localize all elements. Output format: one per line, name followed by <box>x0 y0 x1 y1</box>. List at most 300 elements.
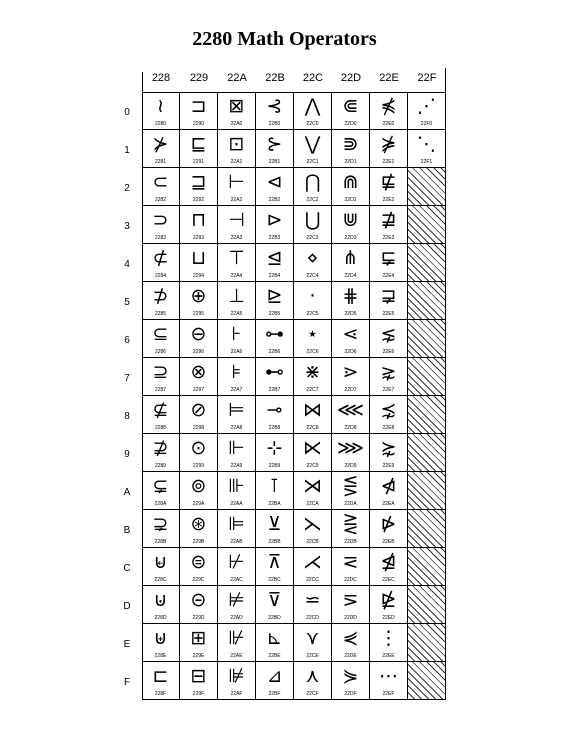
code-point-label: 22C8 <box>306 425 319 431</box>
char-cell <box>180 624 218 662</box>
row-header: 7 <box>124 373 130 384</box>
code-point-label: 22D9 <box>344 463 357 469</box>
char-glyph: ⋂ <box>304 171 321 193</box>
code-point-label: 22B8 <box>268 425 281 431</box>
code-point-label: 228F <box>154 691 167 697</box>
code-point-label: 22D6 <box>344 349 357 355</box>
row-header: 5 <box>124 297 130 308</box>
char-cell <box>256 548 294 586</box>
char-cell <box>294 320 332 358</box>
char-cell <box>294 510 332 548</box>
code-point-label: 22BA <box>268 501 281 507</box>
char-glyph: ⊑ <box>190 133 207 155</box>
char-glyph: ⊙ <box>190 437 207 459</box>
char-cell <box>218 130 256 168</box>
char-cell <box>370 586 408 624</box>
char-glyph: ≀ <box>156 95 165 117</box>
code-point-label: 22D0 <box>344 121 357 127</box>
code-point-label: 22EC <box>382 577 395 583</box>
char-cell <box>180 168 218 206</box>
char-glyph: ⊋ <box>152 513 169 535</box>
page-title: 2280 Math Operators <box>192 28 377 50</box>
code-point-label: 2280 <box>154 121 167 127</box>
char-glyph: ⊲ <box>266 171 283 193</box>
char-cell <box>218 396 256 434</box>
char-glyph: ⊽ <box>267 589 282 611</box>
char-cell <box>180 548 218 586</box>
char-glyph: ⋠ <box>380 95 397 117</box>
char-glyph: ⋟ <box>342 665 359 687</box>
char-cell <box>142 472 180 510</box>
char-glyph: ⊅ <box>152 285 169 307</box>
char-glyph: ⋙ <box>336 437 365 459</box>
code-point-label: 22B5 <box>268 311 281 317</box>
code-point-label: 22F0 <box>420 121 433 127</box>
code-point-label: 22A0 <box>230 121 243 127</box>
char-glyph: ⊏ <box>152 665 169 687</box>
char-glyph: ⋥ <box>380 285 397 307</box>
code-point-label: 2285 <box>154 311 167 317</box>
char-cell <box>332 130 370 168</box>
code-point-label: 22E4 <box>382 273 395 279</box>
char-glyph: ⊦ <box>231 323 242 345</box>
char-glyph: ⋡ <box>380 133 397 155</box>
char-cell <box>256 130 294 168</box>
char-cell <box>294 358 332 396</box>
reserved-cell <box>408 548 446 586</box>
char-glyph: ⋀ <box>304 95 321 117</box>
code-point-label: 22A2 <box>230 197 243 203</box>
reserved-cell <box>408 510 446 548</box>
char-glyph: ⊭ <box>228 589 245 611</box>
row-header: 6 <box>124 335 130 346</box>
char-glyph: ⋧ <box>380 361 397 383</box>
code-point-label: 22E1 <box>382 159 395 165</box>
code-point-label: 2297 <box>192 387 205 393</box>
char-cell <box>142 624 180 662</box>
char-glyph: ⊡ <box>228 133 245 155</box>
char-cell <box>256 206 294 244</box>
code-point-label: 22DB <box>344 539 357 545</box>
reserved-cell <box>408 282 446 320</box>
code-point-label: 22DE <box>344 653 357 659</box>
char-cell <box>218 282 256 320</box>
char-glyph: ⊖ <box>190 323 207 345</box>
char-glyph: ⊧ <box>231 361 242 383</box>
char-cell <box>332 92 370 130</box>
column-header: 22E <box>379 72 399 84</box>
code-point-label: 2281 <box>154 159 167 165</box>
char-glyph: ⊵ <box>266 285 283 307</box>
char-glyph: ⊗ <box>190 361 207 383</box>
char-glyph: ⊿ <box>266 665 283 687</box>
char-glyph: ⋜ <box>342 551 359 573</box>
code-point-label: 228C <box>154 577 167 583</box>
code-point-label: 22CF <box>306 691 319 697</box>
char-glyph: ⊷ <box>265 361 284 383</box>
code-point-label: 22A3 <box>230 235 243 241</box>
char-glyph: ⋋ <box>303 513 322 535</box>
code-point-label: 229F <box>192 691 205 697</box>
code-point-label: 2289 <box>154 463 167 469</box>
char-cell <box>294 434 332 472</box>
char-cell <box>370 92 408 130</box>
char-glyph: ⊉ <box>152 437 169 459</box>
code-point-label: 2288 <box>154 425 167 431</box>
char-glyph: ⋍ <box>304 589 321 611</box>
char-glyph: ⊎ <box>153 627 168 649</box>
char-glyph: ⊴ <box>266 247 283 269</box>
row-header: 4 <box>124 259 130 270</box>
code-point-label: 2293 <box>192 235 205 241</box>
char-glyph: ⊱ <box>266 133 283 155</box>
code-point-label: 229B <box>192 539 205 545</box>
code-point-label: 228E <box>154 653 167 659</box>
code-point-label: 22D2 <box>344 197 357 203</box>
code-point-label: 22B2 <box>268 197 281 203</box>
code-point-label: 22E6 <box>382 349 395 355</box>
char-cell <box>180 434 218 472</box>
char-cell <box>142 662 180 700</box>
char-cell <box>142 206 180 244</box>
code-point-label: 22A7 <box>230 387 243 393</box>
char-cell <box>218 472 256 510</box>
row-header: E <box>123 639 131 650</box>
char-cell <box>332 434 370 472</box>
code-point-label: 2287 <box>154 387 167 393</box>
char-cell <box>142 282 180 320</box>
code-point-label: 228B <box>154 539 167 545</box>
char-cell <box>218 548 256 586</box>
reserved-cell <box>408 244 446 282</box>
reserved-cell <box>408 358 446 396</box>
code-point-label: 2298 <box>192 425 205 431</box>
char-cell <box>370 206 408 244</box>
char-cell <box>256 92 294 130</box>
char-cell <box>370 168 408 206</box>
code-point-label: 22A1 <box>230 159 243 165</box>
code-point-label: 22ED <box>382 615 395 621</box>
char-cell <box>408 130 446 168</box>
char-cell <box>294 206 332 244</box>
char-glyph: ⋮ <box>379 627 398 649</box>
char-cell <box>370 244 408 282</box>
code-point-label: 22B6 <box>268 349 281 355</box>
char-cell <box>408 92 446 130</box>
code-point-label: 2294 <box>192 273 205 279</box>
char-cell <box>294 662 332 700</box>
char-glyph: ⋁ <box>304 133 321 155</box>
char-glyph: ⋖ <box>342 323 359 345</box>
code-point-label: 22A5 <box>230 311 243 317</box>
char-cell <box>370 130 408 168</box>
char-glyph: ⋰ <box>417 95 436 117</box>
char-glyph: ⋯ <box>379 665 398 687</box>
code-point-label: 228D <box>154 615 167 621</box>
char-cell <box>180 586 218 624</box>
char-cell <box>256 434 294 472</box>
char-glyph: ⋣ <box>380 209 397 231</box>
char-cell <box>332 244 370 282</box>
char-glyph: ⋌ <box>303 551 322 573</box>
reserved-cell <box>408 472 446 510</box>
char-glyph: ⊬ <box>228 551 245 573</box>
char-glyph: ⋆ <box>306 323 319 345</box>
char-cell <box>142 396 180 434</box>
code-point-label: 22BC <box>268 577 281 583</box>
code-point-label: 22AA <box>230 501 243 507</box>
code-point-label: 22A6 <box>230 349 243 355</box>
column-header: 22F <box>417 72 437 84</box>
char-cell <box>332 282 370 320</box>
code-point-label: 229D <box>192 615 205 621</box>
char-cell <box>332 396 370 434</box>
char-cell <box>332 168 370 206</box>
char-cell <box>218 662 256 700</box>
char-cell <box>332 662 370 700</box>
char-glyph: ⋘ <box>336 399 365 421</box>
code-point-label: 22E2 <box>382 197 395 203</box>
char-glyph: ⊥ <box>228 285 245 307</box>
code-point-label: 2290 <box>192 121 205 127</box>
code-point-label: 22D4 <box>344 273 357 279</box>
column-header: 22B <box>265 72 285 84</box>
code-point-label: 22DA <box>344 501 357 507</box>
row-header: 3 <box>124 221 130 232</box>
column-header: 22D <box>340 72 362 84</box>
code-point-label: 22F1 <box>420 159 433 165</box>
char-cell <box>180 130 218 168</box>
char-cell <box>218 244 256 282</box>
code-point-label: 22CB <box>306 539 319 545</box>
char-glyph: ⊛ <box>190 513 207 535</box>
code-point-label: 22BB <box>268 539 281 545</box>
row-header: 8 <box>124 411 130 422</box>
char-glyph: ⋐ <box>342 95 359 117</box>
char-cell <box>218 510 256 548</box>
char-glyph: ⊪ <box>228 475 245 497</box>
char-glyph: ⊾ <box>266 627 283 649</box>
char-glyph: ⋩ <box>380 437 397 459</box>
code-point-label: 22C5 <box>306 311 319 317</box>
char-glyph: ⊂ <box>152 171 169 193</box>
char-cell <box>142 434 180 472</box>
code-point-label: 2286 <box>154 349 167 355</box>
code-point-label: 22AD <box>230 615 243 621</box>
char-glyph: ⊯ <box>228 665 245 687</box>
code-point-label: 2295 <box>192 311 205 317</box>
row-header: A <box>123 487 131 498</box>
char-cell <box>370 358 408 396</box>
code-point-label: 229A <box>192 501 205 507</box>
char-cell <box>218 206 256 244</box>
char-cell <box>142 358 180 396</box>
code-point-label: 22EE <box>382 653 395 659</box>
char-glyph: ⋬ <box>380 551 397 573</box>
char-cell <box>218 434 256 472</box>
char-glyph: ⊰ <box>266 95 283 117</box>
reserved-cell <box>408 396 446 434</box>
char-glyph: ⊊ <box>152 475 169 497</box>
column-header: 22A <box>227 72 247 84</box>
char-cell <box>370 320 408 358</box>
char-glyph: ⋦ <box>380 323 397 345</box>
code-point-label: 2291 <box>192 159 205 165</box>
char-glyph: ⋒ <box>342 171 359 193</box>
char-glyph: ⊚ <box>190 475 207 497</box>
char-cell <box>142 586 180 624</box>
code-point-label: 22B0 <box>268 121 281 127</box>
char-cell <box>180 472 218 510</box>
char-cell <box>218 320 256 358</box>
char-glyph: ⋤ <box>380 247 397 269</box>
char-glyph: ⋔ <box>342 247 359 269</box>
char-glyph: ⊼ <box>267 551 282 573</box>
reserved-cell <box>408 320 446 358</box>
code-point-label: 228A <box>154 501 167 507</box>
code-point-label: 22D8 <box>344 425 357 431</box>
code-point-label: 22D3 <box>344 235 357 241</box>
char-glyph: ⊟ <box>190 665 207 687</box>
char-cell <box>256 358 294 396</box>
code-point-label: 2283 <box>154 235 167 241</box>
char-cell <box>294 624 332 662</box>
char-cell <box>218 168 256 206</box>
code-point-label: 22E0 <box>382 121 395 127</box>
char-cell <box>294 282 332 320</box>
char-cell <box>142 168 180 206</box>
char-glyph: ⋗ <box>342 361 359 383</box>
char-glyph: ⊫ <box>228 513 245 535</box>
char-glyph: ⋉ <box>303 437 322 459</box>
char-glyph: ⋈ <box>303 399 322 421</box>
code-point-label: 2282 <box>154 197 167 203</box>
row-header: 9 <box>124 449 130 460</box>
char-glyph: ⋓ <box>342 209 359 231</box>
row-header: D <box>123 601 131 612</box>
row-header: C <box>123 563 131 574</box>
char-glyph: ⋛ <box>342 513 359 535</box>
code-point-label: 22C3 <box>306 235 319 241</box>
code-point-label: 22AB <box>230 539 243 545</box>
code-point-label: 22AF <box>230 691 243 697</box>
char-glyph: ⋑ <box>342 133 359 155</box>
char-cell <box>142 510 180 548</box>
row-header: 1 <box>124 145 130 156</box>
char-cell <box>180 510 218 548</box>
code-point-label: 22BE <box>268 653 281 659</box>
char-glyph: ⊜ <box>190 551 207 573</box>
code-point-label: 22B3 <box>268 235 281 241</box>
code-point-label: 22C0 <box>306 121 319 127</box>
char-glyph: ⋎ <box>305 627 320 649</box>
char-cell <box>218 586 256 624</box>
char-cell <box>256 662 294 700</box>
code-point-label: 22B9 <box>268 463 281 469</box>
code-point-label: 2299 <box>192 463 205 469</box>
char-glyph: ⊳ <box>266 209 283 231</box>
char-cell <box>332 586 370 624</box>
char-cell <box>256 282 294 320</box>
char-glyph: ⋪ <box>380 475 397 497</box>
column-header: 228 <box>151 72 171 84</box>
char-cell <box>370 396 408 434</box>
char-glyph: ⊹ <box>266 437 283 459</box>
code-point-label: 22C7 <box>306 387 319 393</box>
char-glyph: ⋨ <box>380 399 397 421</box>
char-glyph: ⊈ <box>152 399 169 421</box>
code-point-label: 2284 <box>154 273 167 279</box>
code-point-label: 22C2 <box>306 197 319 203</box>
code-point-label: 2292 <box>192 197 205 203</box>
char-glyph: ⊠ <box>228 95 245 117</box>
char-cell <box>294 92 332 130</box>
char-glyph: ⋞ <box>342 627 359 649</box>
column-header: 229 <box>189 72 209 84</box>
char-cell <box>180 92 218 130</box>
char-cell <box>332 358 370 396</box>
code-point-label: 22D1 <box>344 159 357 165</box>
row-header: B <box>123 525 131 536</box>
code-point-label: 22C4 <box>306 273 319 279</box>
code-point-label: 22D7 <box>344 387 357 393</box>
code-point-label: 22BF <box>268 691 281 697</box>
code-point-label: 22A9 <box>230 463 243 469</box>
char-cell <box>332 548 370 586</box>
code-point-label: 22B1 <box>268 159 281 165</box>
char-glyph: ⊣ <box>228 209 245 231</box>
char-glyph: ⋏ <box>305 665 320 687</box>
char-glyph: ⋚ <box>342 475 359 497</box>
char-cell <box>332 320 370 358</box>
char-glyph: ⊤ <box>228 247 245 269</box>
char-glyph: ⊢ <box>228 171 245 193</box>
reserved-cell <box>408 624 446 662</box>
char-glyph: ⋝ <box>342 589 359 611</box>
code-point-label: 22CD <box>306 615 319 621</box>
char-cell <box>256 586 294 624</box>
char-cell <box>142 92 180 130</box>
char-cell <box>370 662 408 700</box>
char-cell <box>256 472 294 510</box>
code-point-label: 22C9 <box>306 463 319 469</box>
char-cell <box>180 282 218 320</box>
char-cell <box>256 510 294 548</box>
code-point-label: 22A4 <box>230 273 243 279</box>
code-point-label: 22E3 <box>382 235 395 241</box>
char-cell <box>142 244 180 282</box>
char-glyph: ⊨ <box>228 399 245 421</box>
code-point-label: 22AE <box>230 653 243 659</box>
code-point-label: 22E7 <box>382 387 395 393</box>
code-point-label: 22DD <box>344 615 357 621</box>
char-glyph: ⊻ <box>267 513 282 535</box>
char-cell <box>294 396 332 434</box>
char-glyph: ⋕ <box>342 285 359 307</box>
char-cell <box>256 320 294 358</box>
char-glyph: ⊍ <box>153 589 168 611</box>
code-point-label: 22BD <box>268 615 281 621</box>
char-cell <box>142 130 180 168</box>
char-cell <box>294 472 332 510</box>
char-glyph: ⊮ <box>228 627 245 649</box>
char-glyph: ⋱ <box>417 133 436 155</box>
code-point-label: 22EB <box>382 539 395 545</box>
char-glyph: ⊞ <box>190 627 207 649</box>
code-point-label: 22E5 <box>382 311 395 317</box>
char-glyph: ⊐ <box>190 95 207 117</box>
char-cell <box>180 206 218 244</box>
